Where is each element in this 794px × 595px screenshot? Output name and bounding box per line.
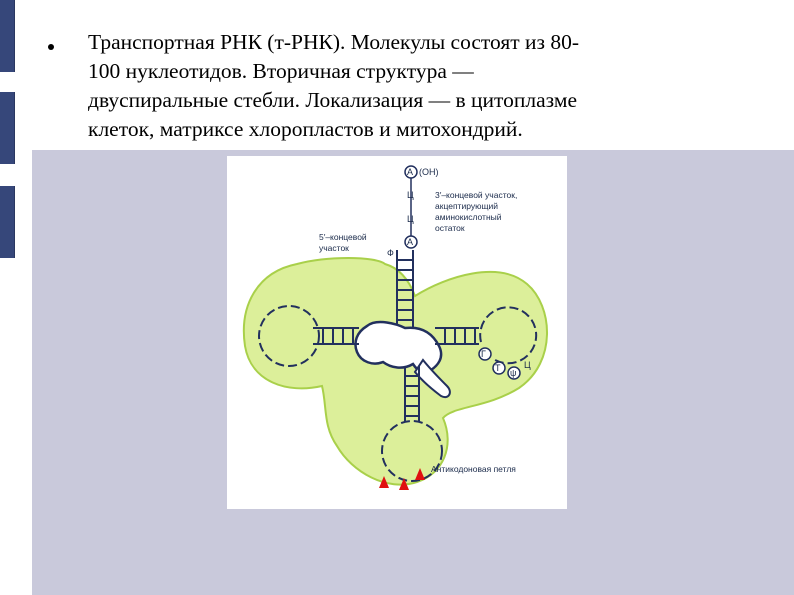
three-prime-label-line-2: акцептирующий: [435, 201, 498, 211]
decor-tab-3: [0, 186, 15, 258]
three-prime-label-line-1: 3′–концевой участок,: [435, 190, 518, 200]
nucleotide-c-right: Ц: [524, 360, 531, 370]
paragraph-line-4: клеток, матриксе хлоропластов и митохондрий.: [88, 117, 523, 141]
nucleotide-t: Т: [495, 363, 501, 373]
decor-tab-1: [0, 0, 15, 72]
oh-label: (OH): [419, 167, 439, 177]
slide-paragraph: [88, 28, 778, 144]
nucleotide-psi: ψ: [510, 368, 517, 378]
nucleotide-f: Ф: [387, 248, 394, 258]
nucleotide-a-top: А: [407, 167, 414, 177]
paragraph-line-2: 100 нуклеотидов. Вторичная структура —: [88, 59, 474, 83]
nucleotide-g: Г: [481, 349, 486, 359]
left-decor-bar: [0, 0, 30, 595]
trna-figure: [227, 156, 567, 509]
five-prime-label-line-2: участок: [319, 243, 349, 253]
trna-cloverleaf-diagram: [227, 156, 567, 509]
paragraph-line-1: Транспортная РНК (т-РНК). Молекулы состоят из 80-: [88, 30, 580, 54]
five-prime-label-line-1: 5′–концевой: [319, 232, 367, 242]
three-prime-label-line-3: аминокислотный: [435, 212, 502, 222]
nucleotide-a-bottom: А: [407, 237, 414, 247]
bullet-dot: [48, 44, 54, 50]
paragraph-line-3: двуспиральные стебли. Локализация — в цитоплазме: [88, 88, 577, 112]
nucleotide-c-1: Ц: [407, 190, 414, 200]
anticodon-loop-label: Антикодоновая петля: [431, 464, 516, 474]
decor-tab-2: [0, 92, 15, 164]
three-prime-label-line-4: остаток: [435, 223, 465, 233]
nucleotide-c-2: Ц: [407, 214, 414, 224]
acceptor-stem: [397, 250, 413, 332]
